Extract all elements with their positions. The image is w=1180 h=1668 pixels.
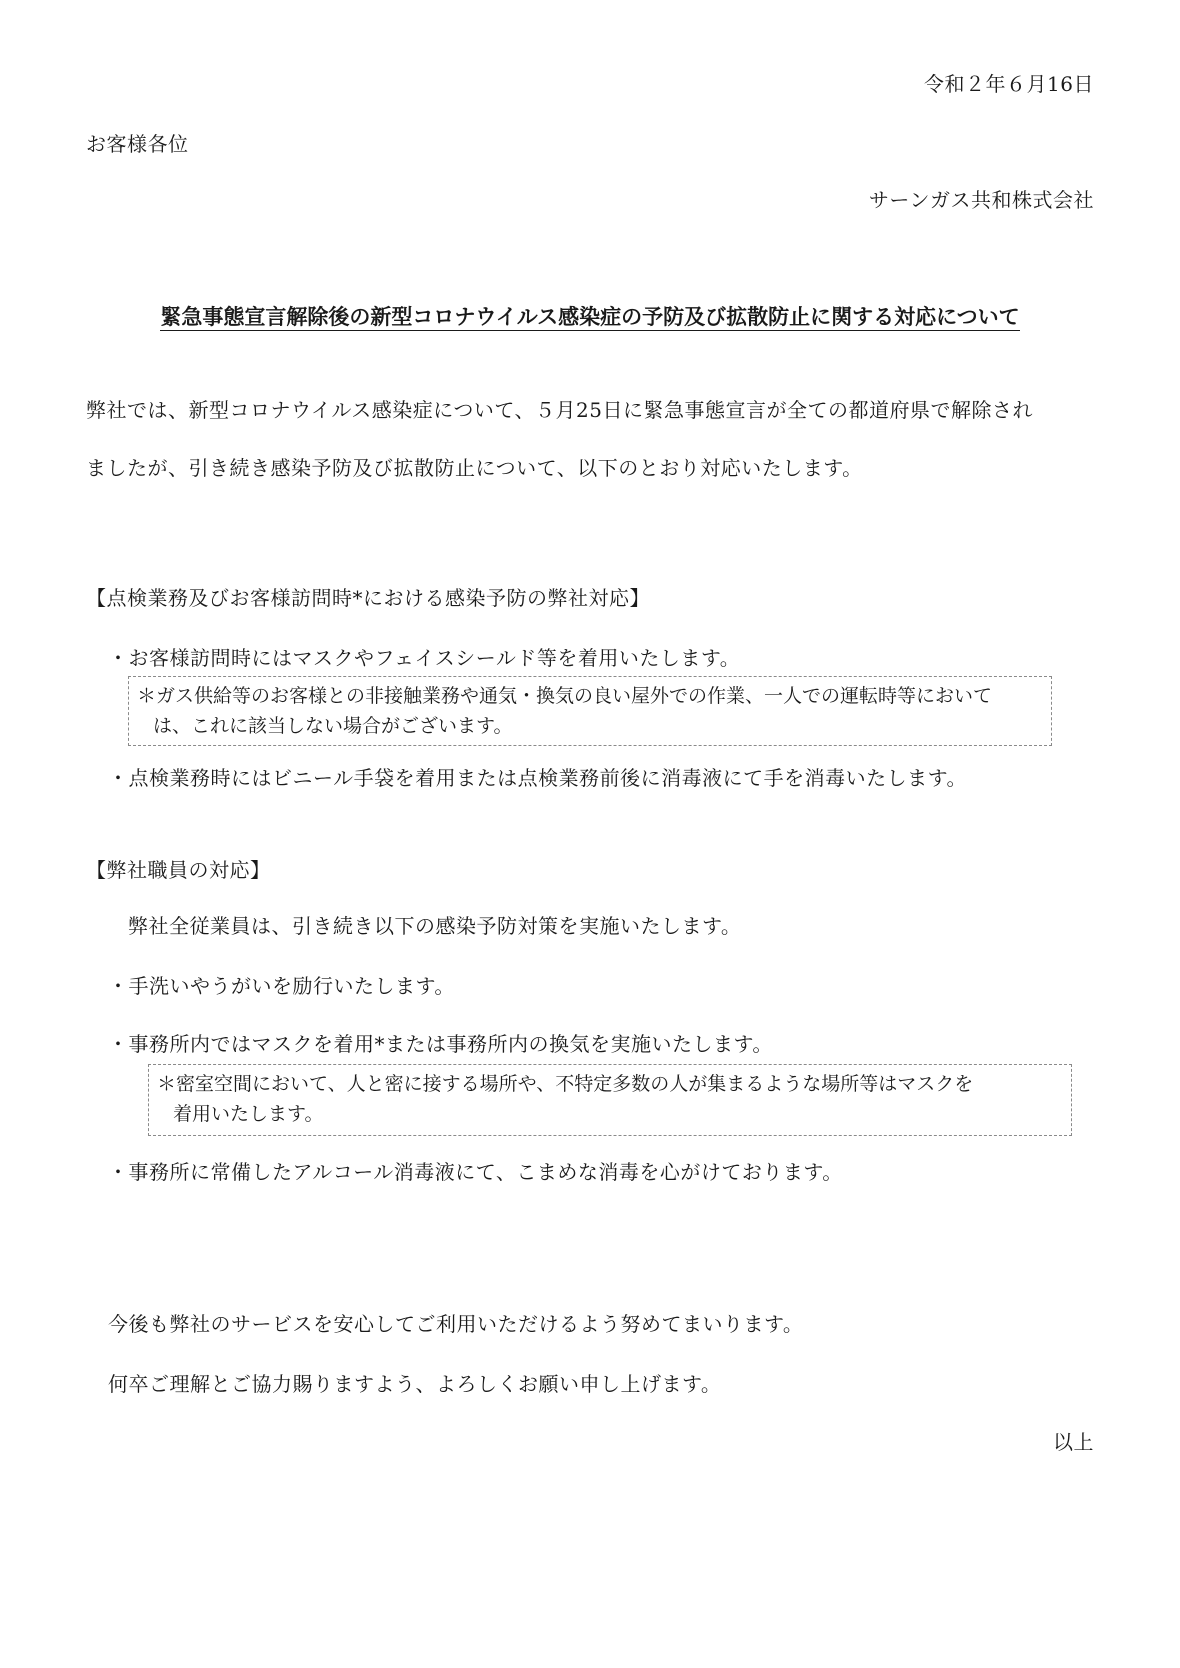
section2-lead: 弊社全従業員は、引き続き以下の感染予防対策を実施いたします。 <box>128 914 742 938</box>
recipient: お客様各位 <box>86 132 189 156</box>
section1-item-2: ・点検業務時にはビニール手袋を着用または点検業務前後に消毒液にて手を消毒いたします。 <box>108 766 967 790</box>
section2-item-3: ・事務所に常備したアルコール消毒液にて、こまめな消毒を心がけております。 <box>108 1160 843 1184</box>
document-title <box>0 302 1180 332</box>
closing-line-2: 何卒ご理解とご協力賜りますよう、よろしくお願い申し上げます。 <box>108 1372 722 1396</box>
section1-note-line-2: は、これに該当しない場合がございます。 <box>153 715 513 737</box>
intro-line-2: ましたが、引き続き感染予防及び拡散防止について、以下のとおり対応いたします。 <box>86 456 863 480</box>
closing-line-1: 今後も弊社のサービスを安心してご利用いただけるよう努めてまいります。 <box>108 1312 804 1336</box>
section1-note-box <box>128 676 1052 746</box>
section2-note-line-2: 着用いたします。 <box>173 1103 324 1125</box>
section2-heading: 【弊社職員の対応】 <box>86 858 271 882</box>
section1-note-line-1: ＊ガス供給等のお客様との非接触業務や通気・換気の良い屋外での作業、一人での運転時等において <box>137 685 993 707</box>
company-name: サーンガス共和株式会社 <box>868 188 1094 212</box>
closing-end-mark: 以上 <box>1053 1430 1094 1454</box>
section2-note-box <box>148 1064 1072 1136</box>
section2-note-line-1: ＊密室空間において、人と密に接する場所や、不特定多数の人が集まるような場所等はマスクを <box>157 1073 974 1095</box>
section1-heading: 【点検業務及びお客様訪問時*における感染予防の弊社対応】 <box>86 586 650 610</box>
section2-item-1: ・手洗いやうがいを励行いたします。 <box>108 974 455 998</box>
section1-item-1: ・お客様訪問時にはマスクやフェイスシールド等を着用いたします。 <box>108 646 741 670</box>
document-title-text: 緊急事態宣言解除後の新型コロナウイルス感染症の予防及び拡散防止に関する対応について <box>160 305 1020 329</box>
document-date: 令和２年６月16日 <box>924 72 1094 96</box>
intro-line-1: 弊社では、新型コロナウイルス感染症について、５月25日に緊急事態宣言が全ての都道府県で解除され <box>86 398 1033 422</box>
section2-item-2: ・事務所内ではマスクを着用*または事務所内の換気を実施いたします。 <box>108 1032 773 1056</box>
